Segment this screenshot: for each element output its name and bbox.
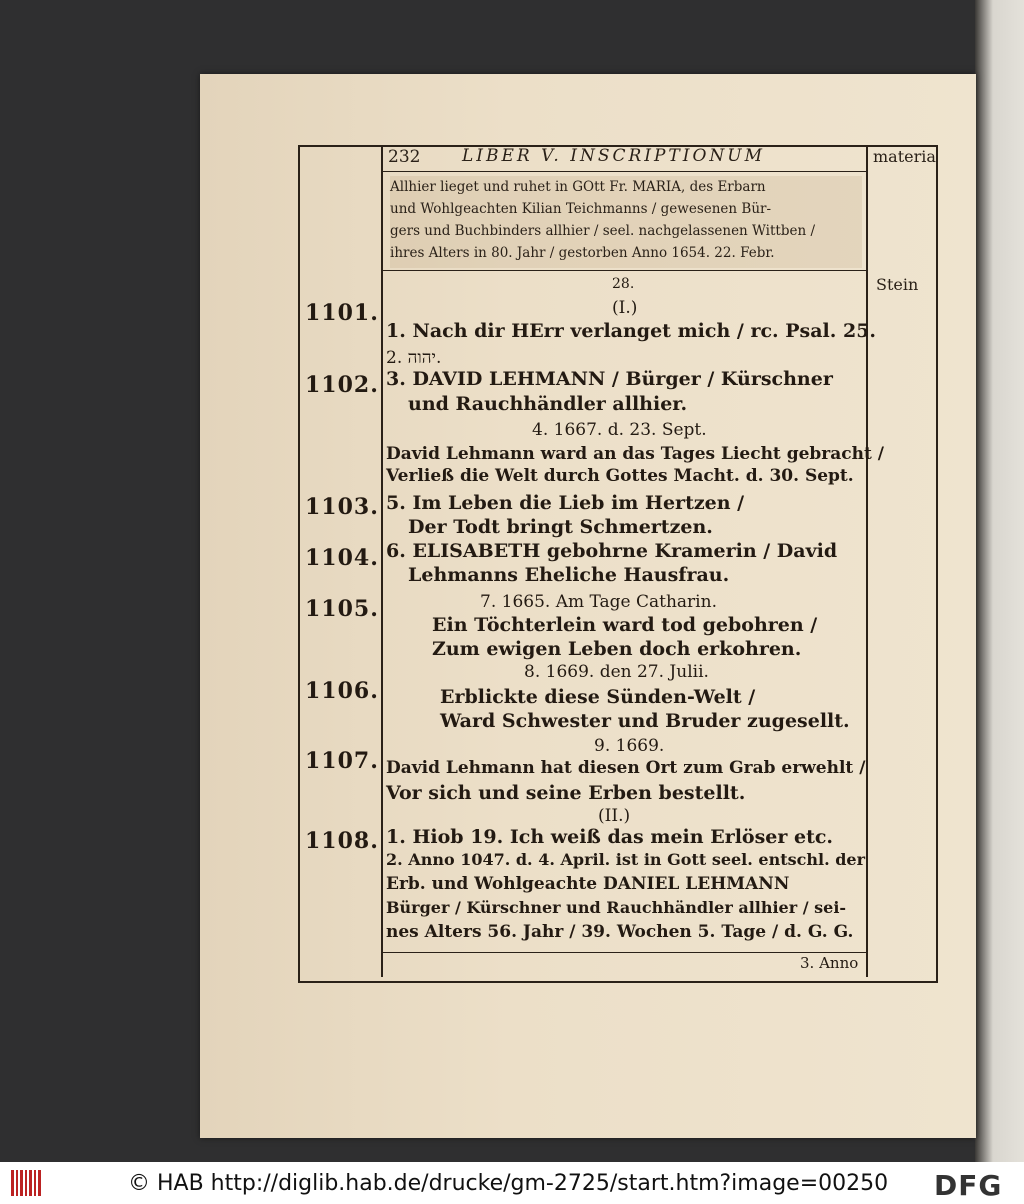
inscription-bottom-rule xyxy=(381,270,867,271)
text-line: Erb. und Wohlgeachte DANIEL LEHMANN xyxy=(386,874,790,894)
inscription-block xyxy=(390,176,862,268)
text-line: 6. ELISABETH gebohrne Kramerin / David xyxy=(386,540,838,562)
right-outer-rule xyxy=(936,145,938,983)
inner-left-rule xyxy=(381,147,383,977)
inscription-line: ihres Alters in 80. Jahr / gestorben Anno 1654. 22. Febr. xyxy=(390,245,775,261)
section-heading-II: (II.) xyxy=(598,806,631,826)
text-line: Der Todt bringt Schmertzen. xyxy=(408,516,713,538)
text-line: nes Alters 56. Jahr / 39. Wochen 5. Tage / d. G. G. xyxy=(386,922,854,942)
text-line: 2. Anno 1047. d. 4. April. ist in Gott seel. entschl. der xyxy=(386,850,865,869)
text-line: Erblickte diese Sünden-Welt / xyxy=(440,686,756,708)
left-outer-rule xyxy=(298,145,300,983)
text-line: 2. יהוה. xyxy=(386,348,442,368)
text-line: und Rauchhändler allhier. xyxy=(408,393,688,415)
entry-number-28: 28. xyxy=(612,276,635,292)
section-heading-I: (I.) xyxy=(612,298,638,318)
text-line: David Lehmann ward an das Tages Liecht gebracht / xyxy=(386,444,884,464)
bottom-outer-rule xyxy=(298,981,938,983)
margin-number: 1101. xyxy=(305,300,379,326)
inner-right-rule xyxy=(866,147,868,977)
adjacent-page-edge xyxy=(975,0,1024,1162)
hab-logo-icon xyxy=(10,1168,44,1198)
margin-number: 1106. xyxy=(305,678,379,704)
text-line: Vor sich und seine Erben bestellt. xyxy=(386,782,746,804)
inscription-line: Allhier lieget und ruhet in GOtt Fr. MARIA, des Erbarn xyxy=(390,179,766,195)
text-line: 4. 1667. d. 23. Sept. xyxy=(532,420,707,440)
text-line: Bürger / Kürschner und Rauchhändler allhier / sei- xyxy=(386,898,847,917)
footer-bar xyxy=(0,1162,1024,1204)
footer-link[interactable]: © HAB http://diglib.hab.de/drucke/gm-2725/start.htm?image=00250 xyxy=(128,1171,889,1196)
margin-materia: materia xyxy=(873,147,936,166)
text-line: Verließ die Welt durch Gottes Macht. d. 30. Sept. xyxy=(386,466,854,486)
text-line: 8. 1669. den 27. Julii. xyxy=(524,662,709,682)
page-number: 232 xyxy=(388,147,421,167)
margin-number: 1103. xyxy=(305,494,379,520)
margin-number: 1102. xyxy=(305,372,379,398)
text-line: Lehmanns Eheliche Hausfrau. xyxy=(408,564,730,586)
text-line: 1. Nach dir HErr verlanget mich / rc. Psal. 25. xyxy=(386,320,877,342)
text-line: 7. 1665. Am Tage Catharin. xyxy=(480,592,717,612)
text-line: 1. Hiob 19. Ich weiß das mein Erlöser etc. xyxy=(386,826,834,848)
margin-number: 1105. xyxy=(305,596,379,622)
header-underline xyxy=(381,171,867,172)
text-line: Ward Schwester und Bruder zugesellt. xyxy=(440,710,850,732)
margin-number: 1107. xyxy=(305,748,379,774)
text-line: 9. 1669. xyxy=(594,736,665,756)
text-line: David Lehmann hat diesen Ort zum Grab erwehlt / xyxy=(386,758,866,778)
margin-stein: Stein xyxy=(876,275,919,294)
text-line: 3. DAVID LEHMANN / Bürger / Kürschner xyxy=(386,368,833,390)
text-line: Ein Töchterlein ward tod gebohren / xyxy=(432,614,818,636)
inscription-line: gers und Buchbinders allhier / seel. nachgelassenen Wittben / xyxy=(390,223,816,239)
catchword: 3. Anno xyxy=(800,954,859,972)
dfg-logo: DFG xyxy=(934,1169,1003,1202)
running-title: LIBER V. INSCRIPTIONUM xyxy=(462,146,766,166)
bottom-inner-rule xyxy=(381,952,867,953)
margin-number: 1104. xyxy=(305,545,379,571)
text-line: Zum ewigen Leben doch erkohren. xyxy=(432,638,802,660)
text-line: 5. Im Leben die Lieb im Hertzen / xyxy=(386,492,745,514)
margin-number: 1108. xyxy=(305,828,379,854)
inscription-line: und Wohlgeachten Kilian Teichmanns / gewesenen Bür- xyxy=(390,201,772,217)
